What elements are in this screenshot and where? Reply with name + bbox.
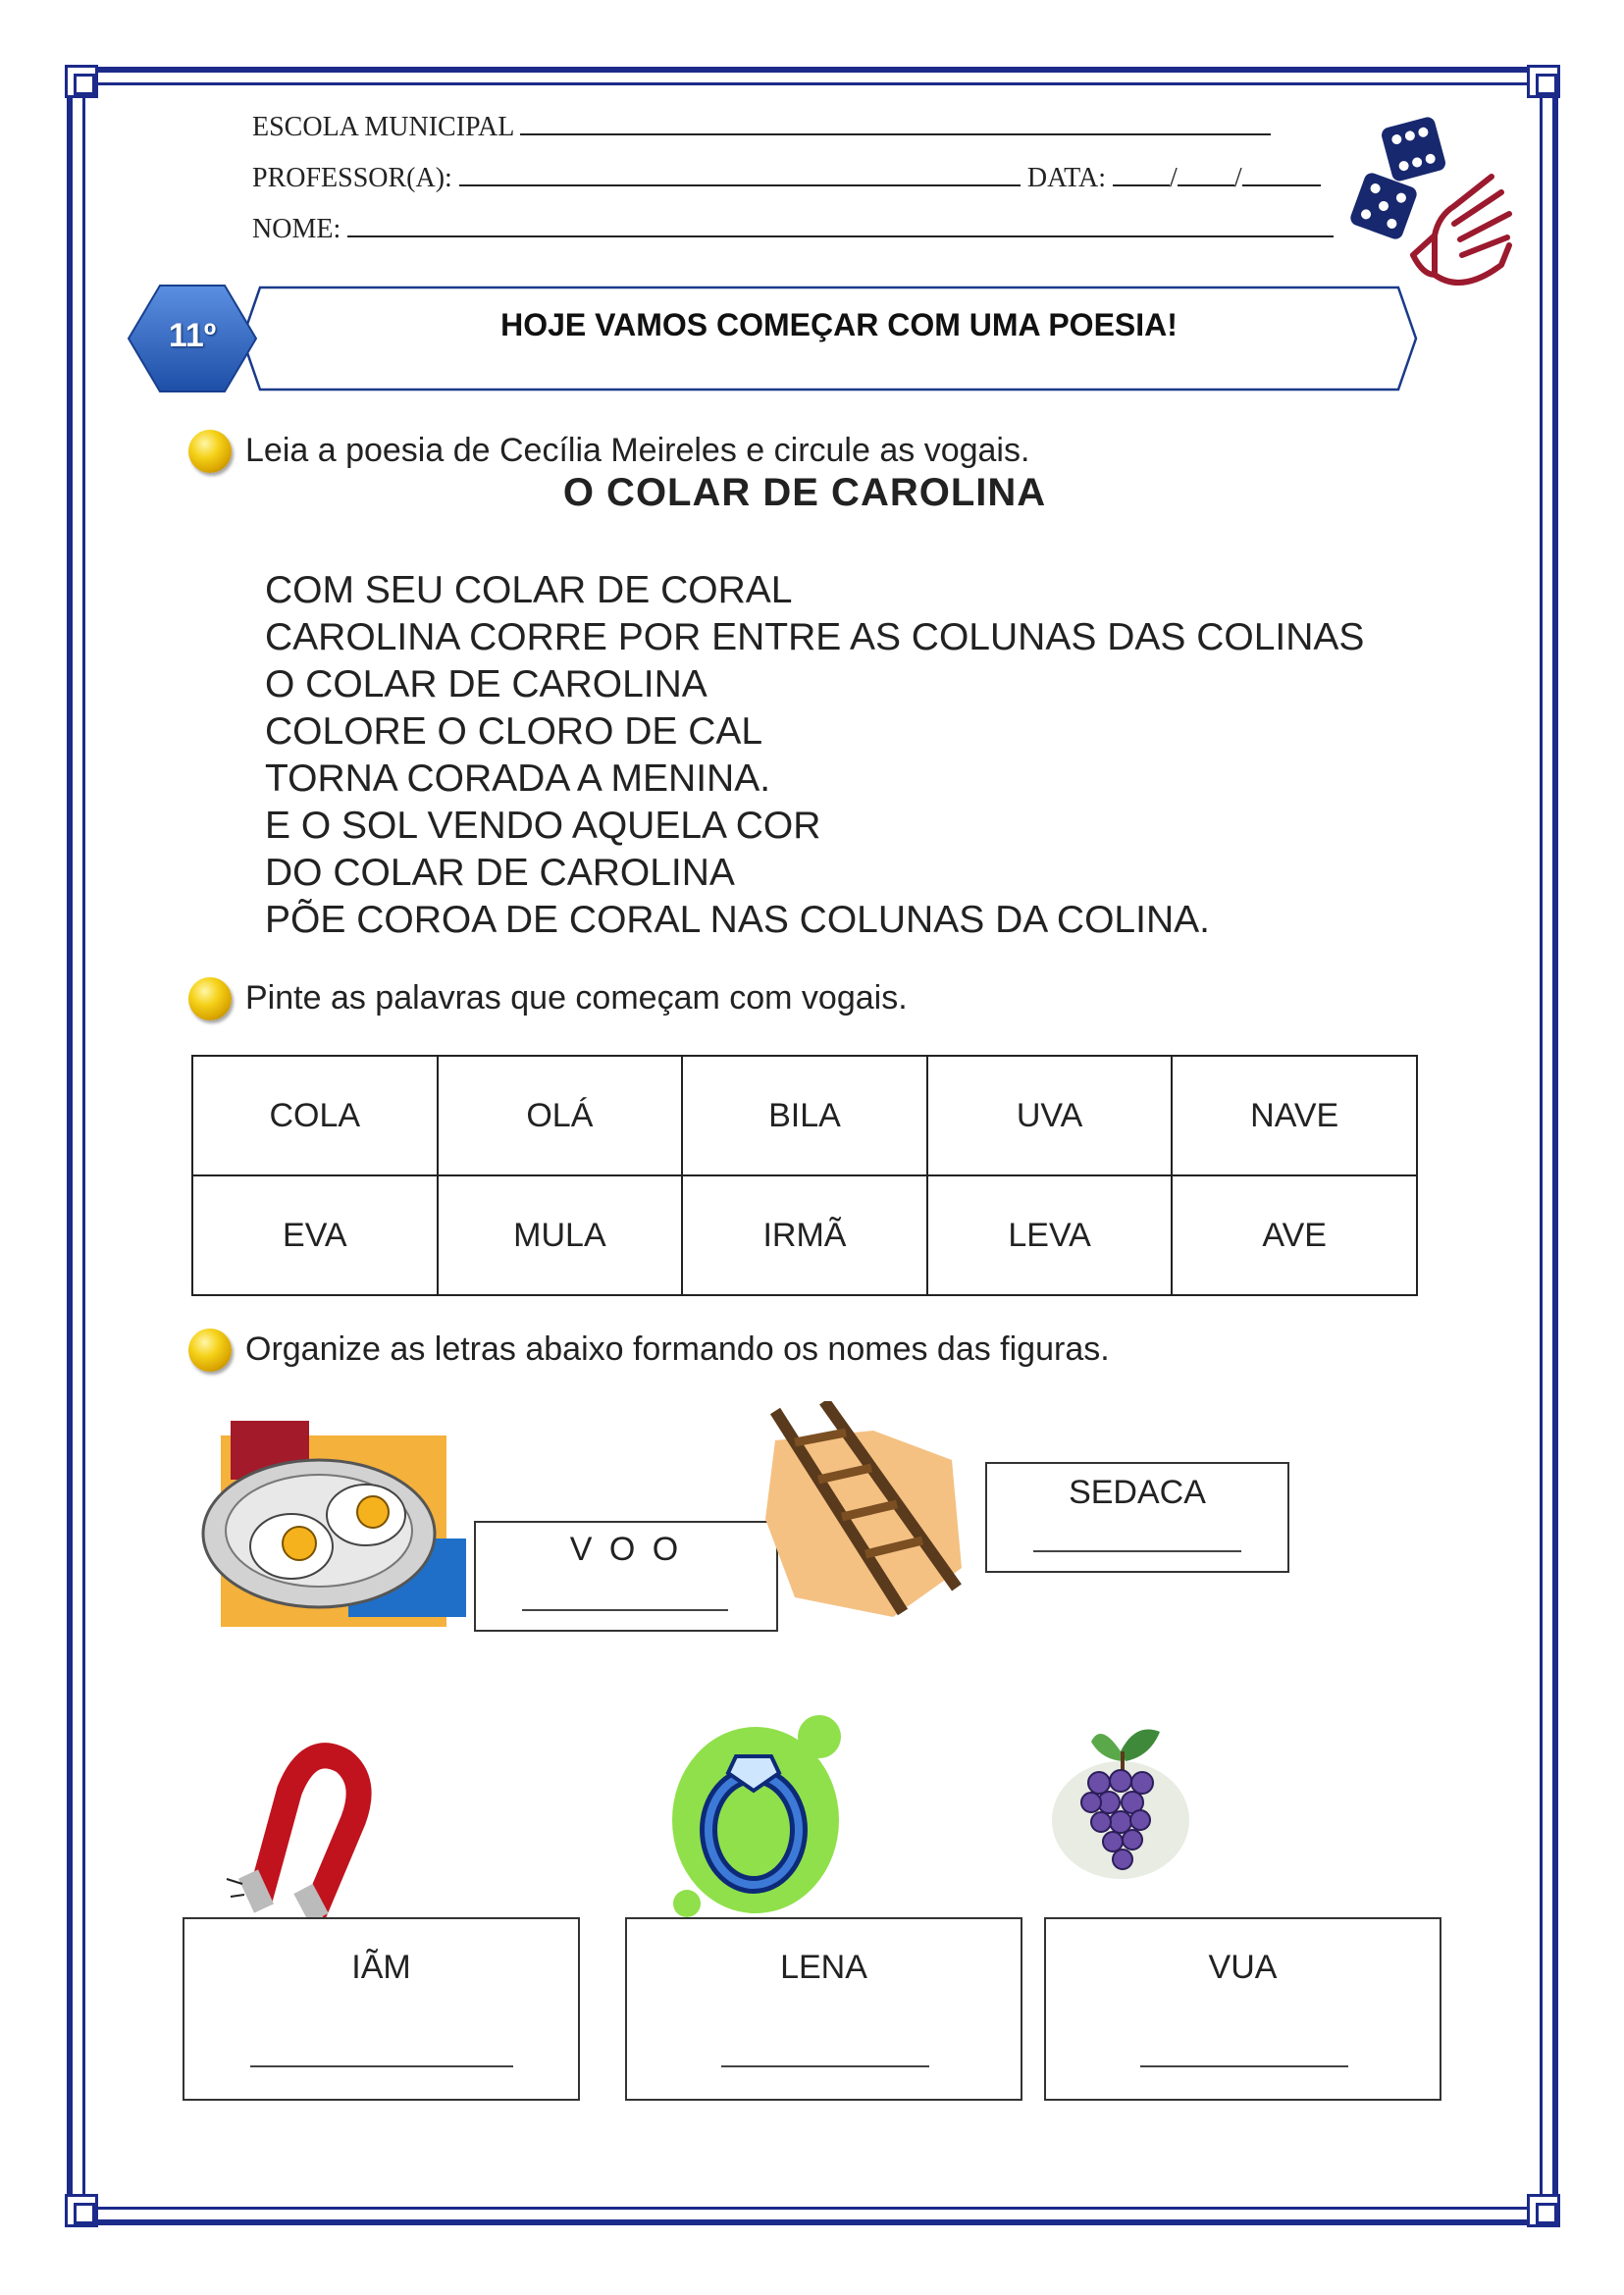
ring-icon [657, 1712, 844, 1918]
poem-line: CAROLINA CORRE POR ENTRE AS COLUNAS DAS COLINAS [265, 616, 1365, 658]
poem-line: TORNA CORADA A MENINA. [265, 757, 771, 800]
date-day-blank[interactable] [1113, 161, 1170, 186]
scramble-box-iam[interactable] [183, 1917, 580, 2101]
name-label: NOME: [252, 214, 341, 244]
date-month-blank[interactable] [1178, 161, 1234, 186]
answer-line[interactable] [522, 1609, 728, 1611]
bullet-icon [188, 1329, 232, 1372]
grapes-icon [1042, 1712, 1199, 1894]
border-corner-top-right [1527, 65, 1560, 98]
word-cell[interactable]: OLÁ [438, 1056, 683, 1175]
scramble-box-lena[interactable] [625, 1917, 1022, 2101]
answer-line[interactable] [721, 2065, 929, 2067]
scramble-box-sedaca[interactable] [985, 1462, 1289, 1573]
poem-line: O COLAR DE CAROLINA [265, 663, 707, 705]
poem [265, 567, 1364, 944]
word-cell[interactable]: NAVE [1172, 1056, 1417, 1175]
activity-number: 11º [168, 317, 217, 354]
answer-line[interactable] [1033, 1550, 1241, 1552]
name-field [252, 212, 1334, 245]
banner-title: HOJE VAMOS COMEÇAR COM UMA POESIA! [500, 307, 1178, 342]
poem-line: COM SEU COLAR DE CORAL [265, 569, 793, 611]
scramble-word: IÃM [351, 1949, 411, 1986]
scramble-word: VUA [1208, 1949, 1278, 1986]
dice-hands-illustration [1344, 108, 1521, 304]
border-corner-bottom-left [65, 2194, 98, 2227]
poem-line: E O SOL VENDO AQUELA COR [265, 805, 821, 847]
table-row [192, 1056, 1417, 1175]
scramble-word: LENA [780, 1949, 867, 1986]
scramble-word: V O O [569, 1531, 683, 1568]
school-label: ESCOLA MUNICIPAL [252, 112, 514, 142]
die-bottom-icon [1348, 171, 1419, 241]
teacher-field: PROFESSOR(A): DATA: / / [252, 161, 1321, 194]
fried-eggs-icon [201, 1421, 466, 1637]
section3-instruction: Organize as letras abaixo formando os nomes das figuras. [245, 1330, 1110, 1368]
ladder-icon [756, 1401, 976, 1627]
section2-instruction: Pinte as palavras que começam com vogais. [245, 979, 908, 1017]
border-corner-top-left [65, 65, 98, 98]
teacher-blank[interactable] [459, 161, 1021, 186]
teacher-label: PROFESSOR(A): [252, 163, 452, 193]
word-cell[interactable]: UVA [927, 1056, 1173, 1175]
date-year-blank[interactable] [1242, 161, 1321, 186]
word-cell[interactable]: LEVA [927, 1175, 1173, 1295]
bullet-icon [188, 430, 232, 473]
word-cell[interactable]: MULA [438, 1175, 683, 1295]
answer-line[interactable] [1140, 2065, 1348, 2067]
die-top-icon [1380, 116, 1447, 183]
word-cell[interactable]: BILA [682, 1056, 927, 1175]
bullet-icon [188, 977, 232, 1020]
poem-line: PÕE COROA DE CORAL NAS COLUNAS DA COLINA. [265, 899, 1210, 941]
scramble-box-voo[interactable] [474, 1521, 778, 1632]
date-label: DATA: [1026, 163, 1107, 193]
hand-icon [1413, 177, 1509, 283]
poem-line: COLORE O CLORO DE CAL [265, 710, 763, 753]
border-corner-bottom-right [1527, 2194, 1560, 2227]
table-row [192, 1175, 1417, 1295]
school-blank[interactable] [520, 110, 1271, 135]
magnet-icon [221, 1732, 378, 1928]
word-cell[interactable]: EVA [192, 1175, 438, 1295]
poem-title: O COLAR DE CAROLINA [562, 471, 1047, 514]
school-field [252, 110, 1271, 143]
answer-line[interactable] [250, 2065, 513, 2067]
name-blank[interactable] [347, 212, 1334, 237]
poem-line: DO COLAR DE CAROLINA [265, 852, 735, 894]
word-table [191, 1055, 1418, 1296]
section1-instruction: Leia a poesia de Cecília Meireles e circule as vogais. [245, 432, 1030, 469]
word-cell[interactable]: COLA [192, 1056, 438, 1175]
scramble-word: SEDACA [1069, 1474, 1206, 1511]
word-cell[interactable]: AVE [1172, 1175, 1417, 1295]
scramble-box-vua[interactable] [1044, 1917, 1441, 2101]
word-cell[interactable]: IRMÃ [682, 1175, 927, 1295]
